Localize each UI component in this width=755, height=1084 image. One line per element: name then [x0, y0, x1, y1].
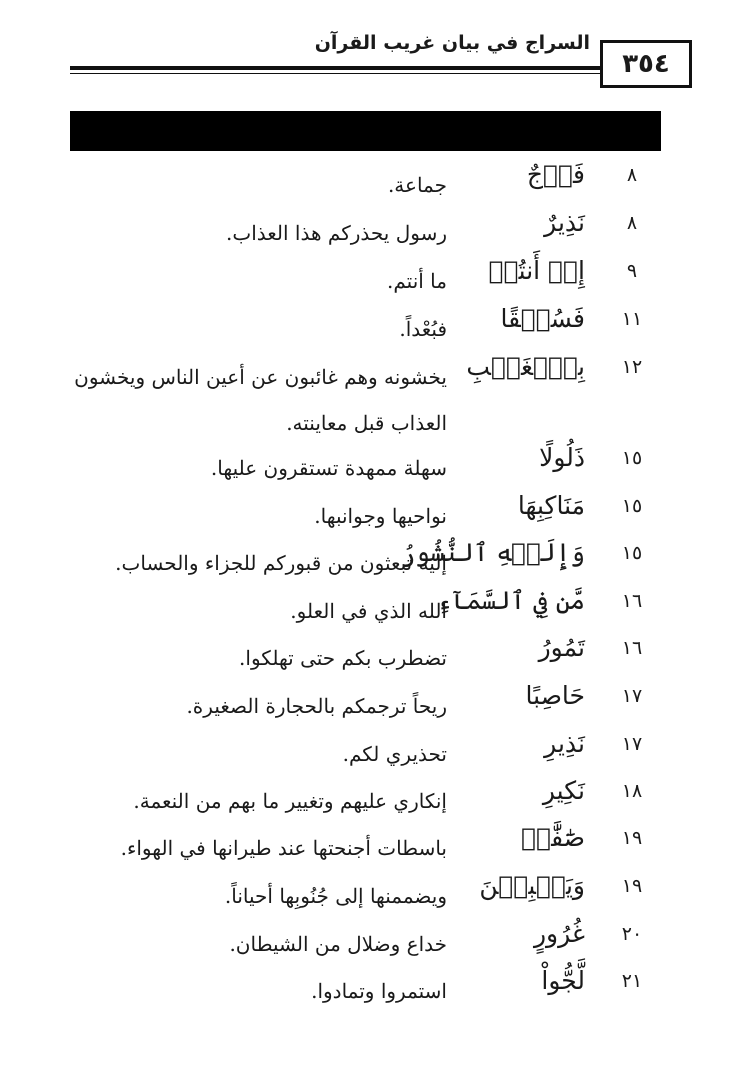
book-title: السراج في بيان غريب القرآن [314, 32, 590, 54]
header-rule-thin [70, 73, 600, 74]
quran-word: ذَلُولًا [539, 443, 585, 472]
verse-number: ١٧ [621, 685, 643, 707]
quran-word: صَٰٓفَّٰتٖ [521, 823, 585, 852]
word-meaning: رسول يحذركم هذا العذاب. [226, 221, 447, 245]
word-meaning: إنكاري عليهم وتغيير ما بهم من النعمة. [133, 789, 447, 813]
glossary-row [0, 867, 755, 913]
verse-number: ١٧ [621, 733, 643, 755]
quran-word: بِٱلۡغَيۡبِ [466, 352, 585, 381]
word-meaning: تضطرب بكم حتى تهلكوا. [239, 646, 447, 670]
glossary-row [0, 915, 755, 961]
quran-word: فَوۡجٌ [526, 160, 585, 189]
quran-word: نَكِيرِ [542, 776, 585, 805]
glossary-row [0, 156, 755, 202]
verse-number: ١٩ [621, 875, 643, 897]
surah-title-band [70, 111, 661, 151]
word-meaning: خداع وضلال من الشيطان. [229, 932, 447, 956]
word-meaning: نواحيها وجوانبها. [314, 504, 447, 528]
quran-word: مَنَاكِبِهَا [517, 491, 585, 520]
verse-number: ١٨ [621, 780, 643, 802]
verse-number: ١٦ [621, 590, 643, 612]
glossary-row [0, 534, 755, 580]
verse-number: ١٦ [621, 637, 643, 659]
verse-number: ١٥ [621, 447, 643, 469]
glossary-row [0, 582, 755, 628]
quran-word: نَذِيرٌ [544, 208, 585, 237]
quran-word: وَإِلَيۡهِ ٱلنُّشُورُ [400, 538, 585, 567]
quran-word: إِنۡ أَنتُمۡ [488, 256, 585, 285]
word-meaning: يخشونه وهم غائبون عن أعين الناس ويخشون العذاب قبل معاينته. [74, 365, 447, 435]
word-meaning: فبُعْداً. [399, 317, 447, 341]
glossary-row [0, 725, 755, 771]
page-header [70, 28, 670, 88]
word-meaning: سهلة ممهدة تستقرون عليها. [210, 456, 447, 480]
word-meaning: ما أنتم. [387, 269, 447, 293]
glossary-row [0, 677, 755, 723]
verse-number: ١٥ [621, 542, 643, 564]
verse-number: ٨ [626, 212, 638, 234]
glossary-row [0, 348, 755, 440]
glossary-row [0, 252, 755, 298]
glossary-row [0, 300, 755, 346]
quran-word: غُرُورٍ [533, 919, 585, 948]
glossary-row [0, 819, 755, 865]
verse-number: ٩ [626, 260, 638, 282]
verse-number: ١٢ [621, 356, 643, 378]
quran-word: وَيَقۡبِضۡنَ [479, 871, 585, 900]
verse-number: ٨ [626, 164, 638, 186]
glossary-row [0, 772, 755, 818]
verse-number: ١٥ [621, 495, 643, 517]
glossary-row [0, 487, 755, 533]
verse-number: ٢١ [621, 970, 643, 992]
glossary-row [0, 204, 755, 250]
quran-word: نَذِيرِ [544, 729, 585, 758]
verse-number: ٢٠ [621, 923, 643, 945]
quran-word: فَسُحۡقًا [500, 304, 585, 333]
word-meaning: جماعة. [387, 173, 447, 197]
quran-word: لَّجُّواْ [541, 966, 585, 995]
glossary-row [0, 962, 755, 1008]
verse-number: ١١ [621, 308, 643, 330]
verse-number: ١٩ [621, 827, 643, 849]
glossary-row [0, 439, 755, 485]
word-meaning: إليه تبعثون من قبوركم للجزاء والحساب. [115, 551, 447, 575]
word-meaning: استمروا وتمادوا. [311, 979, 447, 1003]
quran-word: تَمُورُ [538, 633, 585, 662]
word-meaning: تحذيري لكم. [342, 742, 447, 766]
word-meaning: الله الذي في العلو. [290, 599, 447, 623]
glossary-row [0, 629, 755, 675]
page-number: ٣٥٤ [600, 40, 692, 88]
header-rule-thick [70, 66, 600, 70]
word-meaning: باسطات أجنحتها عند طيرانها في الهواء. [120, 836, 447, 860]
word-meaning: ويضممنها إلى جُنُوبِها أحياناً. [224, 884, 447, 908]
quran-word: مَّن فِي ٱلسَّمَآءِ [437, 586, 585, 615]
word-meaning: ريحاً ترجمكم بالحجارة الصغيرة. [186, 694, 447, 718]
quran-word: حَاصِبًا [525, 681, 585, 710]
